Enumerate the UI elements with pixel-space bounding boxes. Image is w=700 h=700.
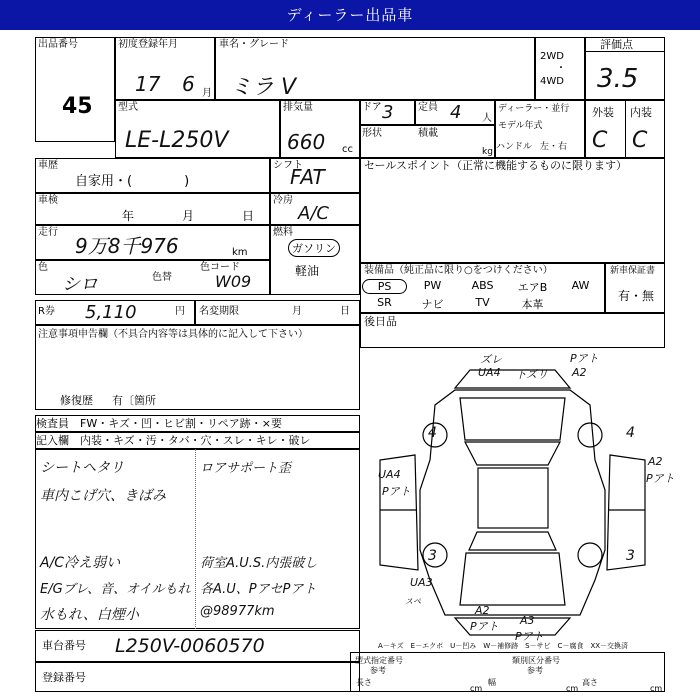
- displacement-unit: cc: [342, 144, 353, 155]
- equip-ps: PS: [362, 279, 407, 294]
- color-code-label: 色コード: [200, 262, 240, 273]
- diagram-circle-d: 3: [626, 548, 635, 564]
- diagram-legend: A－キズ E－エクボ U－凹み W－補修跡 S－サビ C－腐食 XX－交換済: [378, 642, 629, 650]
- inspection-day: 日: [242, 209, 255, 223]
- doors-label: ドア: [362, 102, 382, 113]
- fuel-label: 燃料: [273, 227, 293, 238]
- exterior-value: C: [592, 128, 608, 153]
- history-label: 車歴: [38, 160, 58, 171]
- vehicle-name: ミラ V: [230, 75, 297, 100]
- name-change-day: 日: [340, 306, 350, 317]
- warranty-value: 有・無: [618, 289, 655, 303]
- diagram-circle-a: 4: [428, 425, 437, 441]
- lot-box: [35, 37, 115, 142]
- capacity-label: 定員: [418, 102, 438, 113]
- type-designation-ref: 参考: [370, 666, 386, 675]
- interior-value: C: [632, 128, 648, 153]
- capacity-unit: 人: [482, 113, 492, 124]
- shape-label: 形状: [362, 128, 382, 139]
- diagram-right2: Pアト: [646, 472, 675, 485]
- exterior-label: 外装: [592, 106, 614, 119]
- diagram-right1: A2: [648, 455, 663, 468]
- shift-label: シフト: [273, 160, 303, 171]
- diagram-bottom5: Pアト: [515, 630, 544, 643]
- sales-point-label: セールスポイント（正常に機能するものに限ります）: [364, 159, 628, 172]
- history-value: 自家用・( ): [75, 174, 190, 189]
- page-banner: ディーラー出品車: [0, 0, 700, 30]
- rear-box: [360, 313, 665, 348]
- equip-sr: SR: [377, 296, 392, 309]
- dealer-label: ディーラー・並行: [498, 104, 570, 114]
- diagram-bottom1: UA3: [410, 576, 433, 589]
- category-label: 類別区分番号: [512, 656, 560, 665]
- recycle-unit: 円: [175, 306, 185, 317]
- equip-leather: 本革: [521, 298, 544, 311]
- equip-navi: ナビ: [421, 298, 444, 311]
- dim-width: 幅: [488, 678, 496, 687]
- shift-value: FAT: [290, 165, 325, 189]
- score-divider: [585, 51, 665, 52]
- score-label: 評価点: [600, 38, 633, 51]
- dim-length-unit: cm: [470, 684, 483, 693]
- equip-pw: PW: [423, 279, 442, 292]
- chassis-value: L250V-0060570: [115, 635, 265, 657]
- check-row2-items: 内装・キズ・汚・タバ・穴・スレ・キレ・破レ: [80, 434, 311, 447]
- diagram-note-top4: Pアト: [570, 352, 599, 365]
- inspection-label: 車検: [38, 195, 58, 206]
- rear-label: 後日品: [364, 315, 397, 328]
- diagram-note-top2: UA4: [478, 366, 501, 379]
- diagram-circle-c: 3: [428, 548, 437, 564]
- remark-left-3: A/C冷え弱い: [40, 555, 121, 571]
- notes-label: 注意事項申告欄（不具合内容等は具体的に記入して下さい）: [38, 329, 308, 340]
- fuel-gasoline: ガソリン: [288, 239, 340, 257]
- sales-point-box: [360, 158, 665, 263]
- remark-right-1: ロアサポート歪: [200, 461, 292, 476]
- repair-value: 有〔箇所: [112, 394, 156, 407]
- remark-left-4: E/Gブレ、音、オイルもれ: [40, 582, 191, 597]
- registration-month: 6: [182, 72, 195, 96]
- name-change-label: 名変期限: [199, 306, 239, 317]
- vehicle-label: 車名・グレード: [219, 39, 289, 50]
- diagram-small: スペ: [405, 597, 421, 606]
- chassis-label: 車台番号: [42, 639, 86, 652]
- diagram-circle-b: 4: [626, 425, 635, 441]
- color-value: シロ: [62, 274, 98, 295]
- remark-right-2: 荷室A.U.S.内張破し: [200, 556, 318, 571]
- remark-right-4: @98977km: [200, 604, 275, 619]
- registration-month-unit: 月: [202, 88, 212, 99]
- color-label: 色: [38, 262, 48, 273]
- recycle-value: 5,110: [85, 302, 137, 323]
- score-value: 3.5: [597, 64, 639, 94]
- cooling-value: A/C: [298, 203, 329, 224]
- name-change-month: 月: [292, 306, 302, 317]
- dim-length: 長さ: [356, 678, 372, 687]
- dim-width-unit: cm: [566, 684, 579, 693]
- registration-label: 初度登録年月: [118, 39, 178, 50]
- diagram-note-top3: 下ズリ: [515, 368, 548, 381]
- color-code-value: W09: [215, 272, 252, 291]
- equipment-label: 装備品（純正品に限り○をつけください）: [364, 265, 553, 276]
- doors-value: 3: [382, 102, 394, 123]
- load-label: 積載: [418, 128, 438, 139]
- remark-left-2: 車内こげ穴、きばみ: [40, 488, 166, 504]
- displacement-value: 660: [287, 130, 326, 154]
- diagram-note-top1: ズレ: [480, 353, 502, 366]
- load-unit: kg: [482, 147, 493, 157]
- repaint-label: 色替: [152, 272, 172, 283]
- mileage-value: 9万8千976: [75, 234, 179, 258]
- displacement-label: 排気量: [283, 102, 313, 113]
- model-label: 型式: [118, 102, 138, 113]
- score-sub-divider: [625, 100, 626, 158]
- mileage-label: 走行: [38, 227, 58, 238]
- remark-left-1: シートヘタリ: [40, 460, 124, 476]
- warranty-label: 新車保証書: [610, 266, 656, 276]
- cooling-label: 冷房: [273, 195, 293, 206]
- inspection-year: 年: [122, 209, 135, 223]
- mileage-unit: km: [232, 247, 248, 258]
- equip-abs: ABS: [471, 279, 494, 292]
- inspection-box: [35, 193, 270, 225]
- registration-year: 17: [135, 72, 161, 96]
- handle-options: 左・右: [540, 142, 568, 152]
- lot-label: 出品番号: [38, 39, 78, 50]
- diagram-bottom2: A2: [475, 604, 490, 617]
- registration-no-label: 登録番号: [42, 671, 86, 684]
- drive-2wd: 2WD: [540, 51, 564, 62]
- equip-tv: TV: [475, 296, 490, 309]
- remark-left-5: 水もれ、白煙小: [40, 607, 139, 623]
- type-designation-label: 型式指定番号: [355, 656, 403, 665]
- interior-label: 内装: [630, 106, 652, 119]
- equip-aw: AW: [571, 279, 590, 292]
- model-year-label: モデル年式: [498, 121, 543, 131]
- diagram-left1: UA4: [378, 468, 401, 481]
- handle-label: ハンドル: [496, 142, 533, 152]
- remark-right-3: 各A.U、PアセPアト: [200, 582, 317, 597]
- recycle-label: R券: [38, 306, 55, 317]
- dim-height-unit: cm: [650, 684, 663, 693]
- capacity-value: 4: [450, 102, 462, 123]
- check-row1-label: 検査員: [36, 417, 69, 430]
- drive-dot: ・: [556, 63, 566, 74]
- diagram-note-top5: A2: [572, 366, 587, 379]
- diagram-bottom4: A3: [520, 614, 535, 627]
- remarks-divider: [195, 449, 196, 629]
- diagram-left2: Pアト: [382, 485, 411, 498]
- check-row1-items: FW・キズ・凹・ヒビ割・リペア跡・×要: [80, 417, 282, 430]
- diagram-bottom3: Pアト: [470, 620, 499, 633]
- repair-label: 修復歴: [60, 394, 93, 407]
- category-ref: 参考: [527, 666, 543, 675]
- inspection-month: 月: [182, 209, 195, 223]
- lot-number: 45: [62, 94, 93, 119]
- drive-4wd: 4WD: [540, 76, 564, 87]
- fuel-diesel: 軽油: [295, 264, 320, 278]
- equip-airbag: エアB: [517, 281, 548, 294]
- dim-height: 高さ: [582, 678, 598, 687]
- model-value: LE-L250V: [125, 128, 229, 153]
- check-row2-label: 記入欄: [36, 434, 69, 447]
